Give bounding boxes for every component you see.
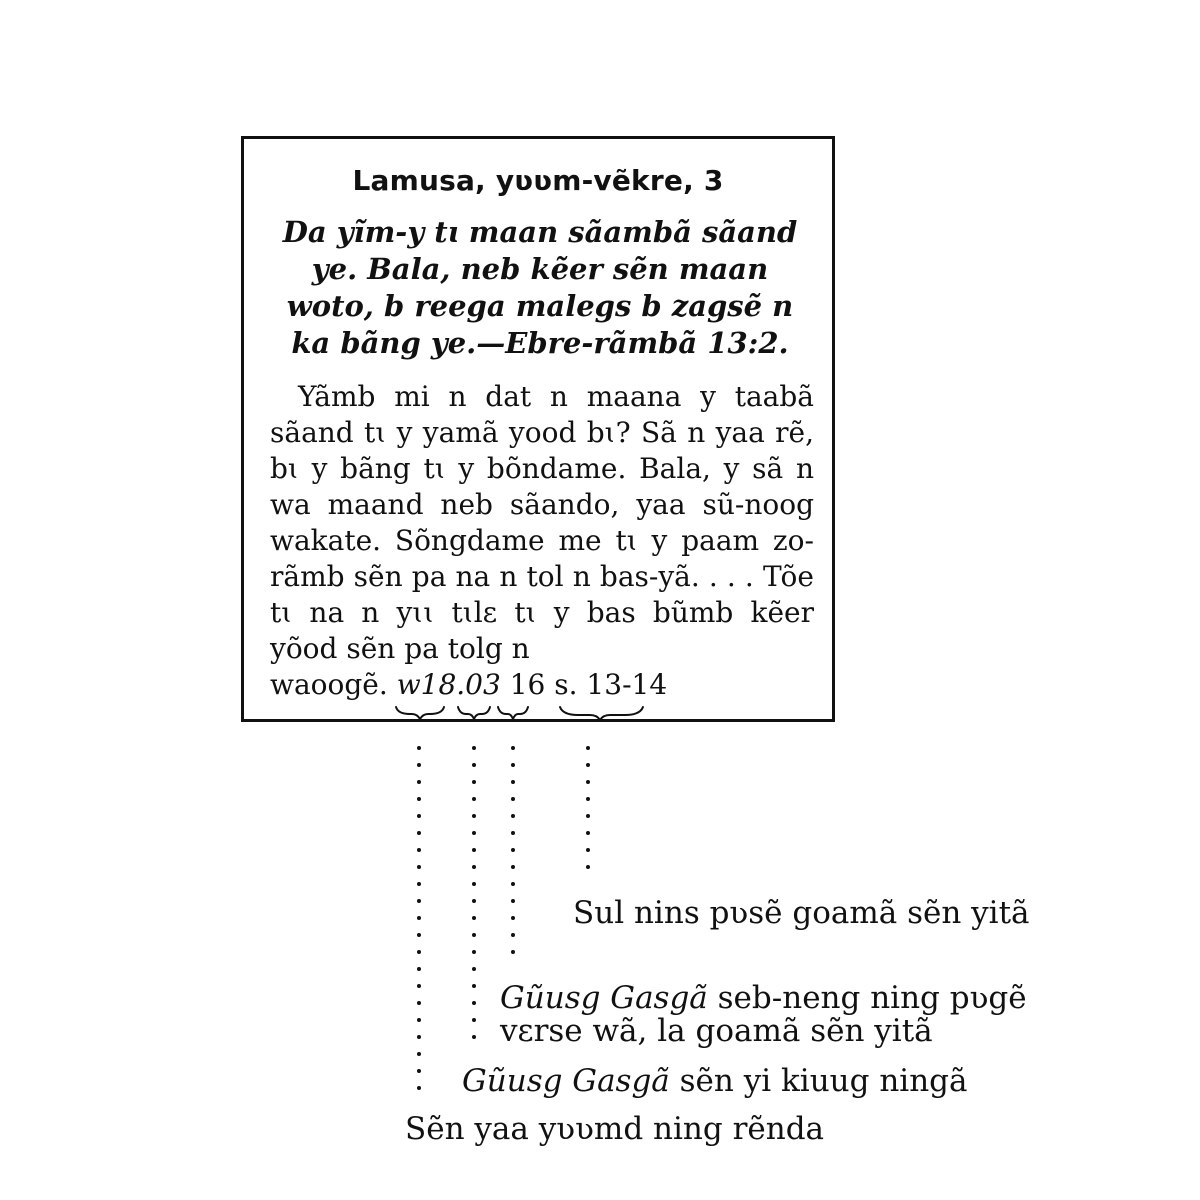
label-issue-italic: Gũusg Gasgã <box>462 1063 670 1099</box>
brace-year <box>396 707 444 719</box>
label-issue <box>462 1063 968 1099</box>
label-issue-rest: sẽn yi kiuug ningã <box>669 1063 968 1099</box>
label-page-rest: seb-neng ning pʋgẽ <box>707 980 1027 1016</box>
label-page-line2: vɛrse wã, la goamã sẽn yitã <box>500 1013 933 1049</box>
brace-issue <box>458 707 490 719</box>
last-word: waoogẽ. <box>270 668 388 701</box>
label-page <box>500 980 1027 1016</box>
brace-paragraphs <box>560 707 643 720</box>
scripture-quote: Da yĩm-y tɩ maan sãambã sãand ye. Bala, neb kẽer sẽn maan woto, b reega malegs b zagsẽ n ka bãng ye.—Ebre-rãmbã 13:2. <box>282 215 798 360</box>
date-heading: Lamusa, yʋʋm-vẽkre, 3 <box>352 164 724 197</box>
comment-text: Yãmb mi n dat n maana y taabã sãand tɩ y yamã yood bɩ? Sã n yaa rẽ, bɩ y bãng tɩ y bõndame. Bala, y sã n wa maand neb sãando, yaa sũ-noog wakate. Sõngdame me tɩ y paam zo-rãmb sẽn pa na n tol n bas-yã. . . . Tõe tɩ na n yɩɩ tɩlɛ tɩ y bas bũmb kẽer yõod sẽn pa tolg n <box>270 380 814 665</box>
label-page-italic: Gũusg Gasgã <box>500 980 708 1016</box>
page-ref: 16 <box>509 668 546 701</box>
label-paragraphs: Sul nins pʋsẽ goamã sẽn yitã <box>573 895 1030 931</box>
label-year: Sẽn yaa yʋʋmd ning rẽnda <box>405 1111 825 1147</box>
paragraphs-ref: s. 13-14 <box>554 668 668 701</box>
publication-ref: w18.03 <box>396 668 501 701</box>
brace-page <box>498 707 528 719</box>
